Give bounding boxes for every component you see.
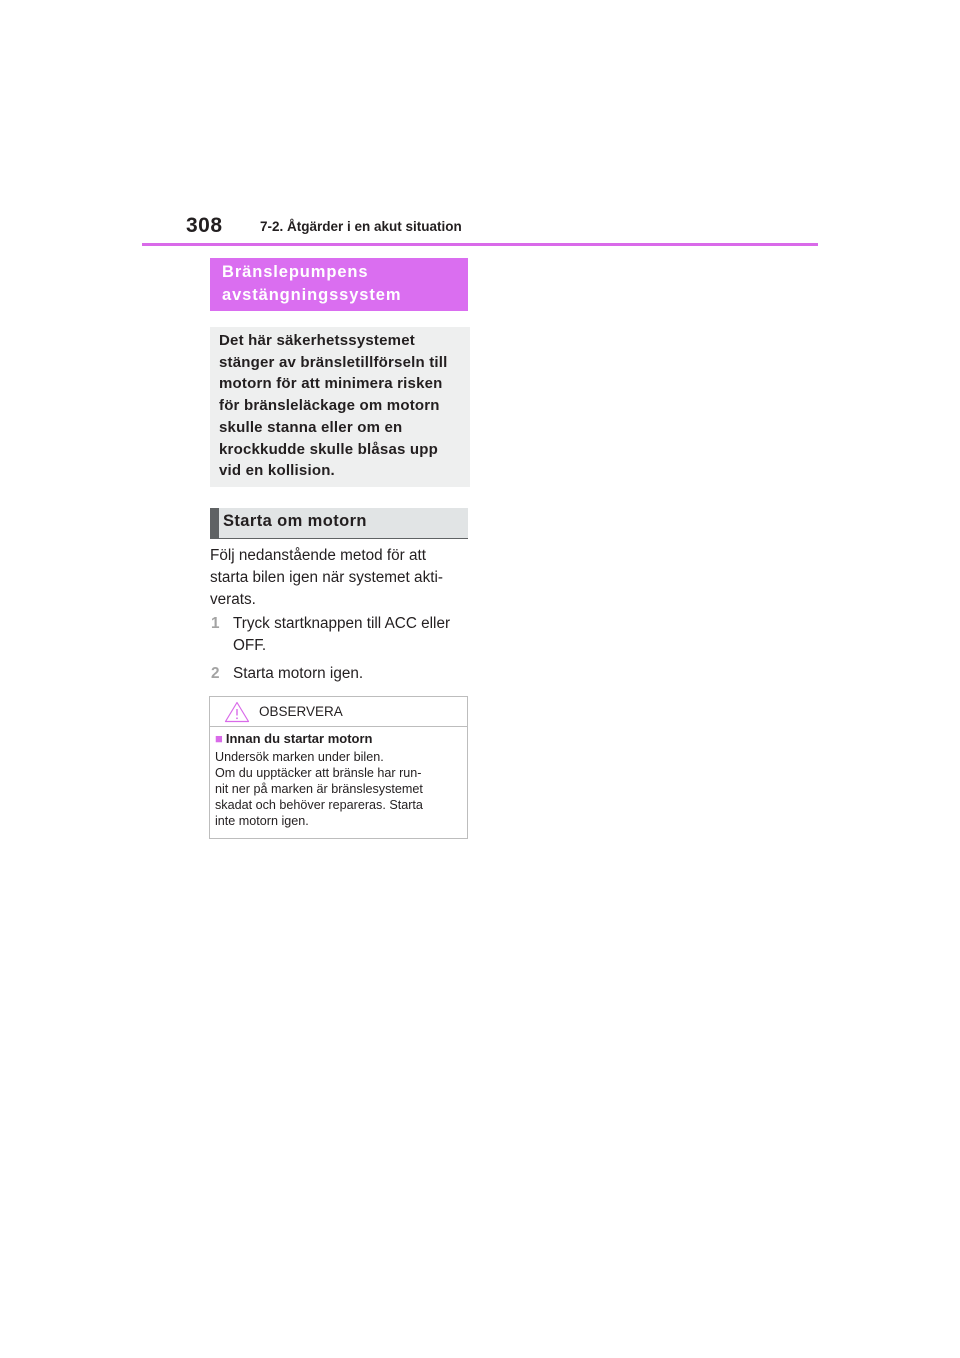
warning-triangle-icon	[224, 701, 250, 723]
fuel-pump-heading-line-2: avstängningssystem	[222, 286, 402, 304]
header-divider	[142, 243, 818, 246]
step-text: Tryck startknappen till ACC eller OFF.	[233, 615, 451, 654]
restart-engine-heading-text: Starta om motorn	[223, 512, 367, 530]
intro-text: Det här säkerhetssystemet stänger av bränsletillförseln till motorn för att minimera risken för bränsleläckage om motorn skulle stanna eller om en krockkudde skulle blåsas upp vid en kollision.	[219, 332, 448, 480]
caution-text: Undersök marken under bilen. Om du upptäcker att bränsle har run- nit ner på marken är bränslesystemet skadat och behöver repareras. Starta inte motorn igen.	[215, 750, 423, 828]
step-1	[210, 613, 470, 657]
section-heading: 7-2. Åtgärder i en akut situation	[260, 219, 462, 234]
caution-notice-body	[210, 727, 467, 829]
fuel-pump-shutoff-heading	[210, 258, 468, 311]
page-number: 308	[186, 214, 223, 237]
square-bullet-icon: ■	[215, 731, 223, 746]
caution-notice	[209, 696, 468, 839]
step-text: Starta motorn igen.	[233, 665, 364, 682]
step-number: 1	[211, 615, 220, 632]
restart-engine-heading	[210, 508, 468, 539]
intro-box	[210, 327, 470, 487]
caution-title: OBSERVERA	[259, 704, 343, 719]
fuel-pump-heading-line-1: Bränslepumpens	[222, 263, 369, 281]
caution-subheading-text: Innan du startar motorn	[225, 731, 373, 746]
caution-subheading	[215, 731, 463, 747]
caution-notice-header	[210, 697, 467, 727]
step-number: 2	[211, 665, 220, 682]
body-paragraph: Följ nedanstående metod för att starta bilen igen när systemet akti- verats.	[210, 547, 443, 608]
step-2	[210, 663, 470, 685]
